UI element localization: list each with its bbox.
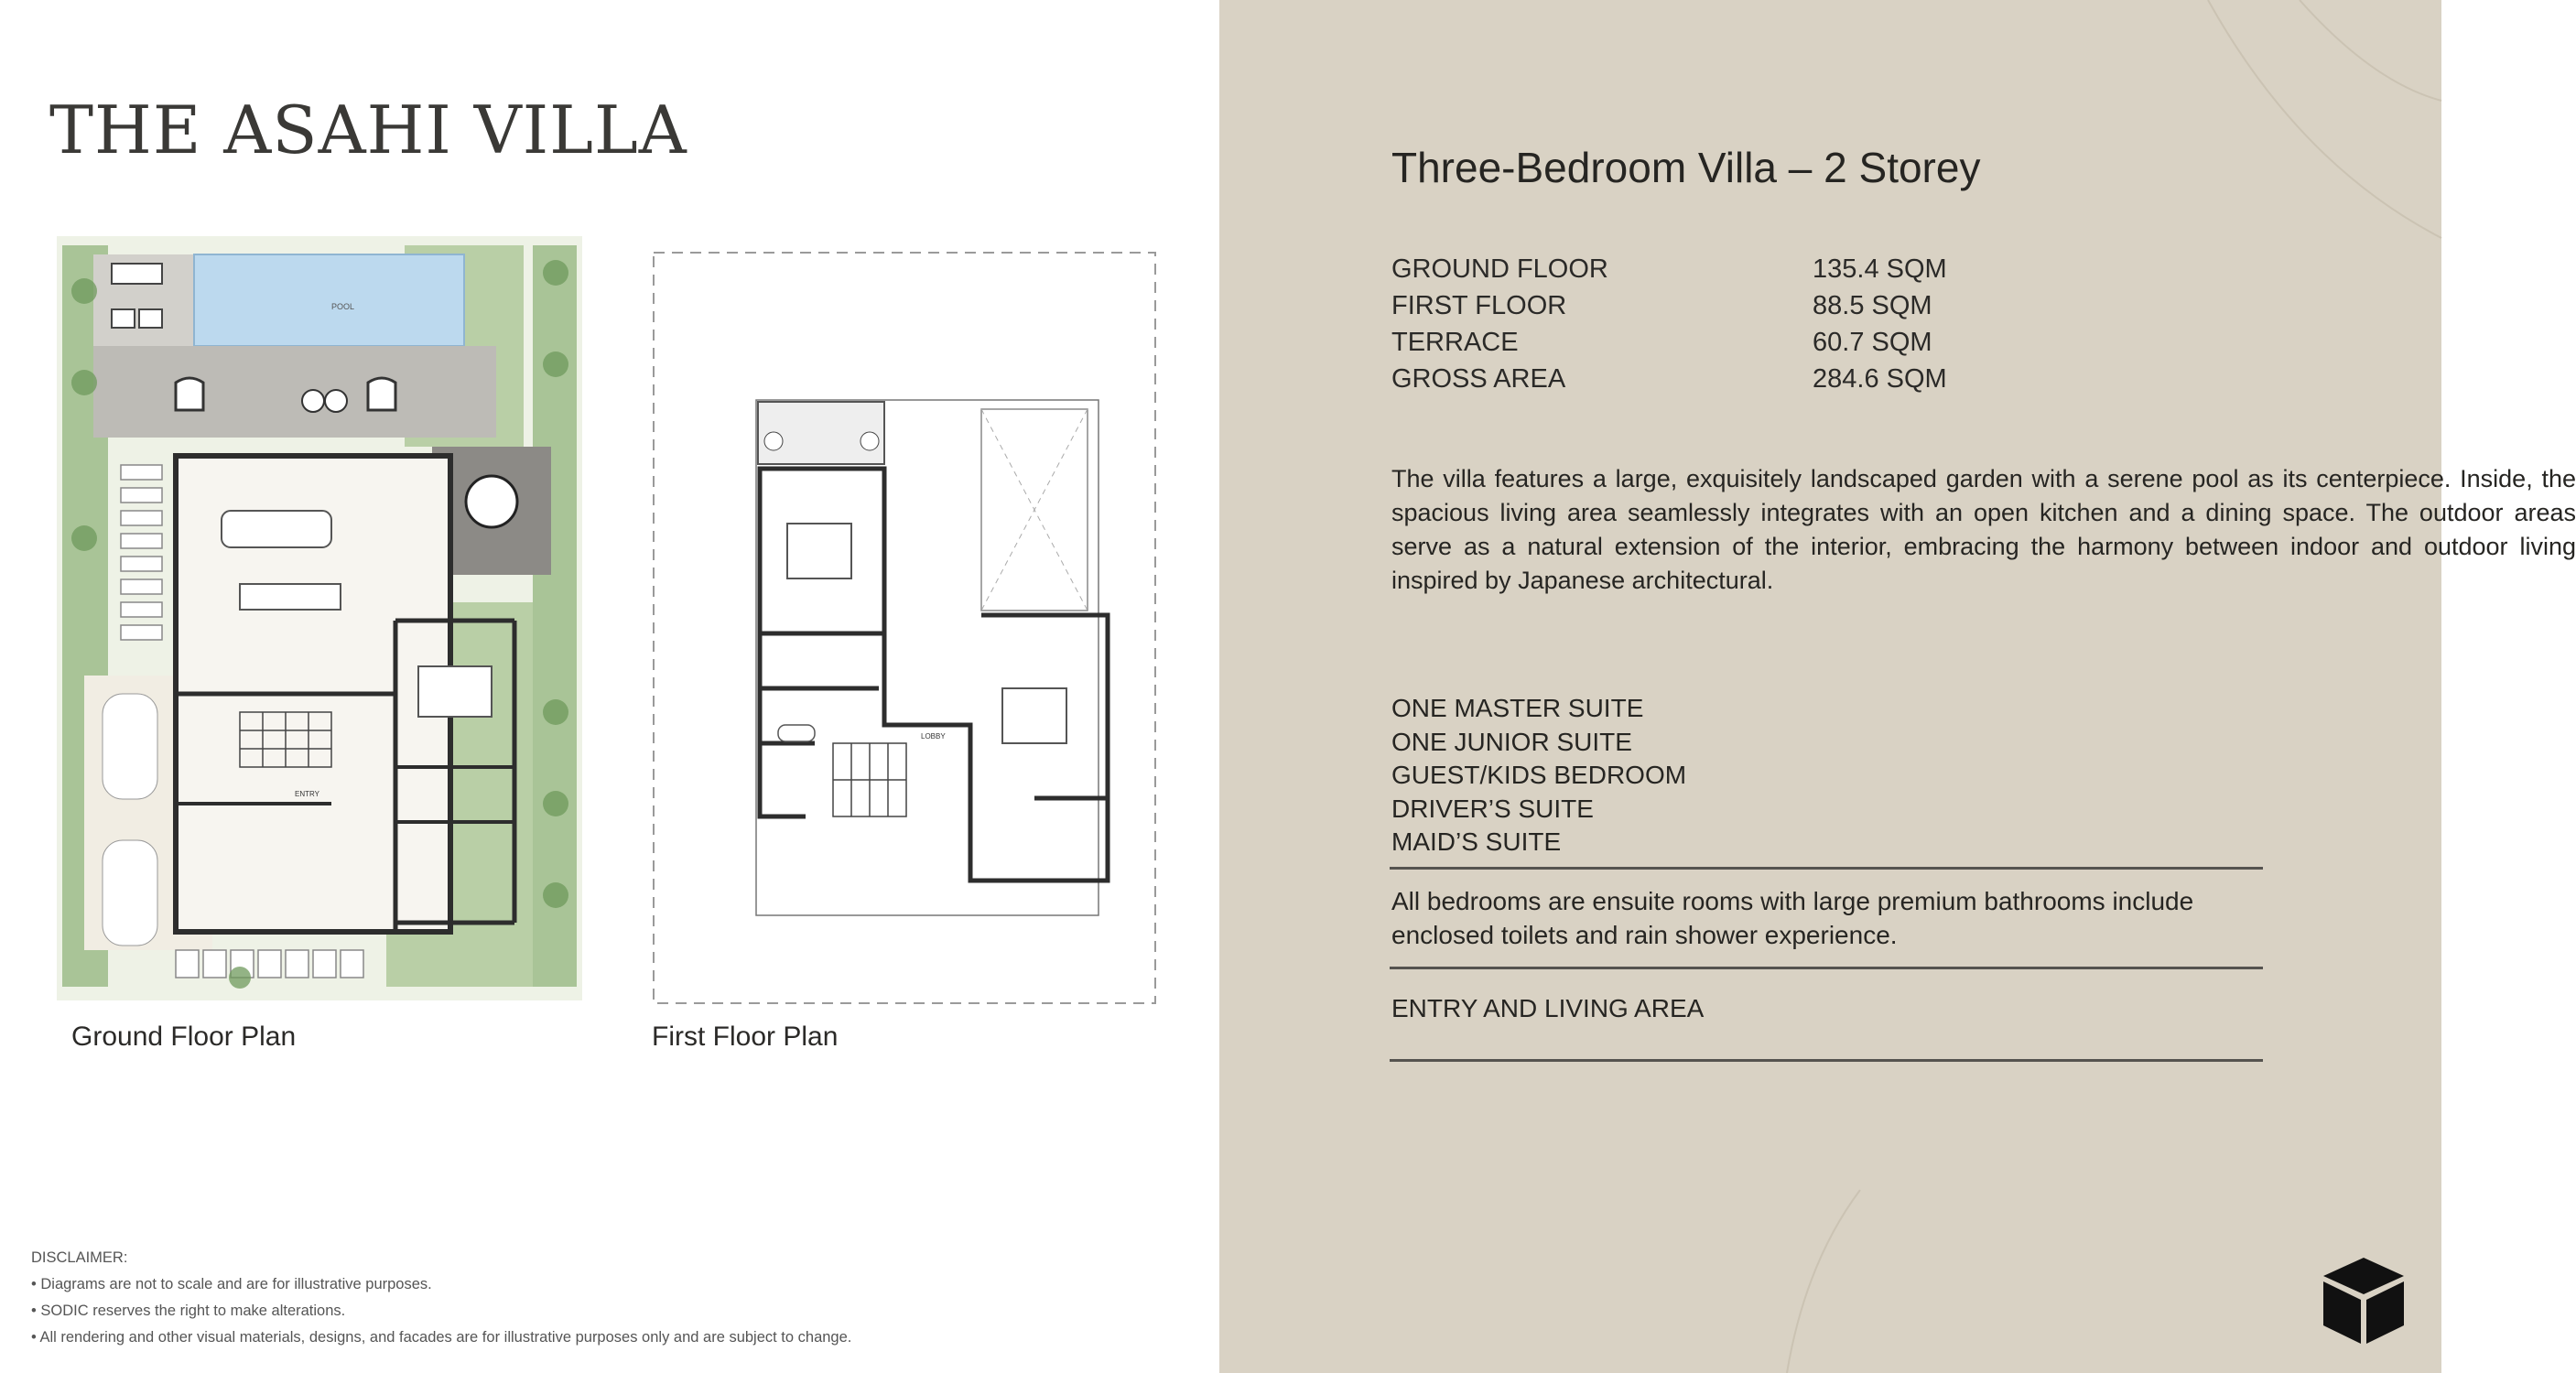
- first-floor-plan: [650, 249, 1159, 1007]
- disclaimer-line: • Diagrams are not to scale and are for illustrative purposes.: [31, 1276, 432, 1292]
- suite-item: GUEST/KIDS BEDROOM: [1391, 761, 1687, 789]
- divider: [1390, 1059, 2263, 1062]
- area-row: [1391, 324, 2032, 361]
- area-label: TERRACE: [1391, 328, 1519, 357]
- ground-floor-caption: Ground Floor Plan: [71, 1022, 297, 1052]
- background-curves: [1219, 0, 2441, 1373]
- disclaimer-line: • SODIC reserves the right to make alterations.: [31, 1303, 346, 1319]
- cube-icon: [2320, 1254, 2408, 1347]
- suite-item: ONE MASTER SUITE: [1391, 694, 1644, 722]
- entry-label: ENTRY: [295, 790, 319, 798]
- area-label: GROSS AREA: [1391, 364, 1566, 394]
- first-floor-caption: First Floor Plan: [652, 1022, 839, 1052]
- area-row: [1391, 361, 2032, 397]
- area-row: [1391, 287, 2032, 324]
- page-title: THE ASAHI VILLA: [49, 92, 687, 168]
- divider: [1390, 867, 2263, 870]
- suite-item: MAID’S SUITE: [1391, 827, 1562, 856]
- bedrooms-note: All bedrooms are ensuite rooms with large premium bathrooms include enclosed toilets and rain shower experience.: [1391, 887, 2194, 949]
- entry-living-label: ENTRY AND LIVING AREA: [1391, 994, 1705, 1022]
- right-panel: [1219, 0, 2576, 1373]
- area-value: 135.4 SQM: [1813, 254, 1947, 284]
- suites-list: [1391, 692, 1686, 859]
- area-value: 60.7 SQM: [1813, 328, 1932, 357]
- disclaimer-heading: DISCLAIMER:: [31, 1249, 128, 1266]
- villa-description: The villa features a large, exquisitely landscaped garden with a serene pool as its centerpiece. Inside, the spacious living area seamlessly integrates with an open kitchen and a dining space. The outdoor areas serve as a natural extension of the interior, embracing the harmony between indoor and outdoor living inspired by Japanese architectural.: [1391, 465, 2576, 594]
- area-row: [1391, 251, 2032, 287]
- divider: [1390, 967, 2263, 969]
- lobby-label: LOBBY: [921, 732, 946, 741]
- disclaimer-line: • All rendering and other visual materials, designs, and facades are for illustrative purposes only and are subject to change.: [31, 1329, 852, 1346]
- area-value: 88.5 SQM: [1813, 291, 1932, 320]
- suite-item: DRIVER’S SUITE: [1391, 794, 1594, 823]
- area-label: FIRST FLOOR: [1391, 291, 1567, 320]
- area-label: GROUND FLOOR: [1391, 254, 1608, 284]
- disclaimer: [31, 1245, 851, 1351]
- left-panel: [0, 0, 1219, 1373]
- ground-floor-plan: [57, 236, 582, 1000]
- pool-label: POOL: [331, 302, 355, 311]
- area-value: 284.6 SQM: [1813, 364, 1947, 394]
- villa-heading: Three-Bedroom Villa – 2 Storey: [1391, 144, 1981, 191]
- area-table: [1391, 251, 2032, 397]
- suite-item: ONE JUNIOR SUITE: [1391, 727, 1632, 756]
